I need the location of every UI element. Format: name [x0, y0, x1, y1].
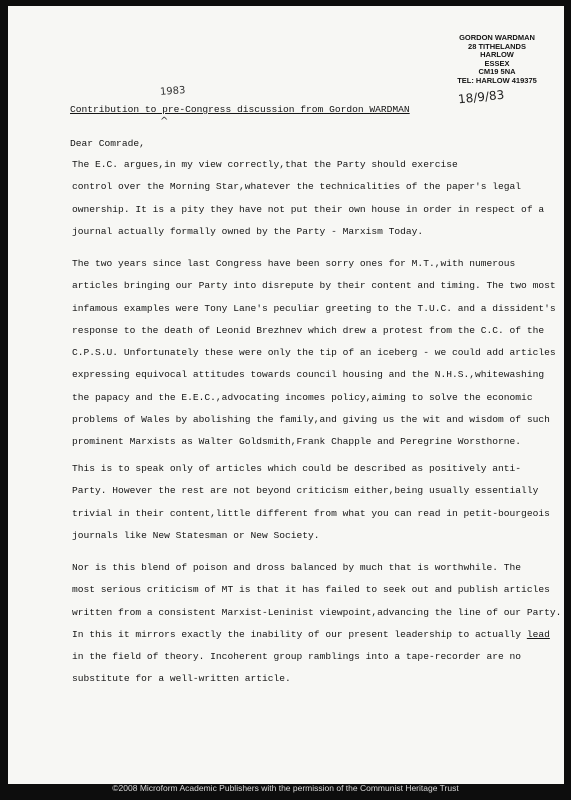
text-line: prominent Marxists as Walter Goldsmith,Frank Chapple and Peregrine Worsthorne. — [72, 436, 522, 448]
sender-address — [442, 34, 552, 86]
document-heading: Contribution to pre-Congress discussion from Gordon WARDMAN — [70, 104, 410, 115]
text-line: most serious criticism of MT is that it has failed to seek out and publish articles — [72, 584, 550, 596]
handwritten-caret: ^ — [160, 116, 169, 127]
text-line: infamous examples were Tony Lane's peculiar greeting to the T.U.C. and a dissident's — [72, 302, 556, 314]
address-line: TEL: HARLOW 419375 — [457, 75, 537, 85]
text-line: Party. However the rest are not beyond criticism either,being usually essentially — [72, 485, 539, 497]
text-line: The E.C. argues,in my view correctly,that the Party should exercise — [72, 159, 458, 170]
copyright-footer: ©2008 Microform Academic Publishers with the permission of the Communist Heritage Trust — [112, 783, 459, 793]
paragraph-4 — [72, 562, 562, 696]
text-line: problems of Wales by abolishing the family,and giving us the wit and wisdom of such — [72, 414, 550, 426]
document-page — [8, 6, 564, 784]
handwritten-year: 1983 — [159, 85, 186, 98]
handwritten-date: 18/9/83 — [457, 87, 505, 107]
text-line: This is to speak only of articles which could be described as positively anti- — [72, 463, 522, 474]
text-line: control over the Morning Star,whatever the technicalities of the paper's legal — [72, 181, 522, 193]
text-line: ownership. It is a pity they have not put their own house in order in respect of a — [72, 203, 545, 215]
underlined-word: lead — [526, 628, 550, 640]
text-line: articles bringing our Party into disrepute by their content and timing. The two most — [72, 280, 556, 292]
text-span: In this it mirrors exactly the inability of our present leadership to actually — [72, 628, 527, 640]
text-line: The two years since last Congress have been sorry ones for M.T.,with numerous — [72, 258, 516, 269]
text-line: expressing equivocal attitudes towards council housing and the N.H.S.,whitewashing — [72, 369, 545, 381]
address-line: 28 TITHELANDS — [468, 41, 526, 51]
text-line: in the field of theory. Incoherent group ramblings into a tape-recorder are no — [72, 651, 522, 663]
paragraph-2 — [72, 258, 556, 459]
text-line: Nor is this blend of poison and dross balanced by much that is worthwhile. The — [72, 562, 522, 573]
text-line: the papacy and the E.E.C.,advocating incomes policy,aiming to solve the economic — [72, 391, 533, 403]
address-line: CM19 5NA — [478, 67, 516, 77]
text-line: trivial in their content,little different from what you can read in petit-bourgeois — [72, 507, 550, 519]
text-line: response to the death of Leonid Brezhnev which drew a protest from the C.C. of the — [72, 324, 545, 336]
address-line: HARLOW — [480, 50, 514, 60]
text-line: C.P.S.U. Unfortunately these were only the tip of an iceberg - we could add articles — [72, 347, 556, 359]
text-line — [72, 629, 552, 651]
text-line: substitute for a well-written article. — [72, 673, 291, 685]
paragraph-3 — [72, 463, 552, 552]
text-line: written from a consistent Marxist-Leninist viewpoint,advancing the line of our Party. — [72, 606, 562, 618]
address-line: GORDON WARDMAN — [459, 33, 535, 42]
paragraph-1 — [72, 159, 552, 248]
text-line: journals like New Statesman or New Society. — [72, 529, 320, 541]
greeting: Dear Comrade, — [70, 138, 145, 149]
address-line: ESSEX — [484, 58, 510, 68]
text-line: journal actually formally owned by the Party - Marxism Today. — [72, 225, 424, 237]
